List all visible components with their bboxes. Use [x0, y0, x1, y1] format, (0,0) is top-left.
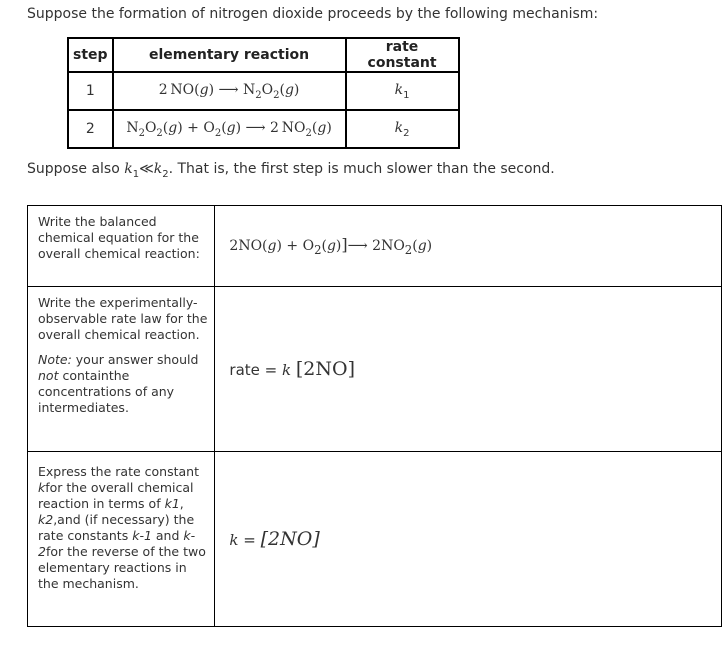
header-rate-constant: rate constant [346, 38, 459, 72]
question-row-3 [28, 452, 722, 627]
step-1-reaction: 2 NO(g) ⟶ $N_2O_2(g)$ [113, 72, 346, 110]
step-2-rate-constant: $k_2$ [346, 110, 459, 148]
question-table [27, 205, 722, 627]
rate-law-answer[interactable]: rate = k [2NO] [229, 358, 356, 380]
question-2-answer-cell[interactable] [215, 287, 722, 452]
mechanism-row-1 [68, 72, 459, 110]
header-elementary-reaction: elementary reaction [113, 38, 346, 72]
rate-constant-answer[interactable]: k = [2NO] [229, 528, 320, 550]
question-2-text: Write the experimentally-observable rate law for the overall chemical reaction. [38, 295, 208, 342]
step-1-number: 1 [68, 72, 113, 110]
assumption-text: Suppose also $k_1≪k_2$. That is, the first step is much slower than the second. [27, 161, 555, 180]
question-3-answer-cell[interactable] [215, 452, 722, 627]
question-2-note: Note: your answer should not containthe concentrations of any intermediates. [38, 352, 199, 415]
step-2-number: 2 [68, 110, 113, 148]
question-row-2 [28, 287, 722, 452]
header-step: step [68, 38, 113, 72]
question-1-label: Write the balanced chemical equation for the overall chemical reaction: [28, 206, 215, 287]
step-1-rate-constant: $k_1$ [346, 72, 459, 110]
question-2-label [28, 287, 215, 452]
question-row-1 [28, 206, 722, 287]
mechanism-row-2 [68, 110, 459, 148]
balanced-equation-answer[interactable]: $2NO(g) + O_2(g)]⟶$ $2NO_2(g)$ [229, 235, 433, 257]
mechanism-header-row [68, 38, 459, 72]
question-3-label: Express the rate constant kfor the overall chemical reaction in terms of k1, k2,and (if necessary) the rate constants k-1 and k-2for the reverse of the two elementary reactions in the mechanism. [28, 452, 215, 627]
mechanism-table [67, 37, 460, 149]
step-2-reaction: $N_2O_2(g) + O_2(g)$ ⟶ 2 $NO_2(g)$ [113, 110, 346, 148]
question-1-answer-cell[interactable] [215, 206, 722, 287]
intro-text: Suppose the formation of nitrogen dioxide proceeds by the following mechanism: [27, 6, 599, 22]
